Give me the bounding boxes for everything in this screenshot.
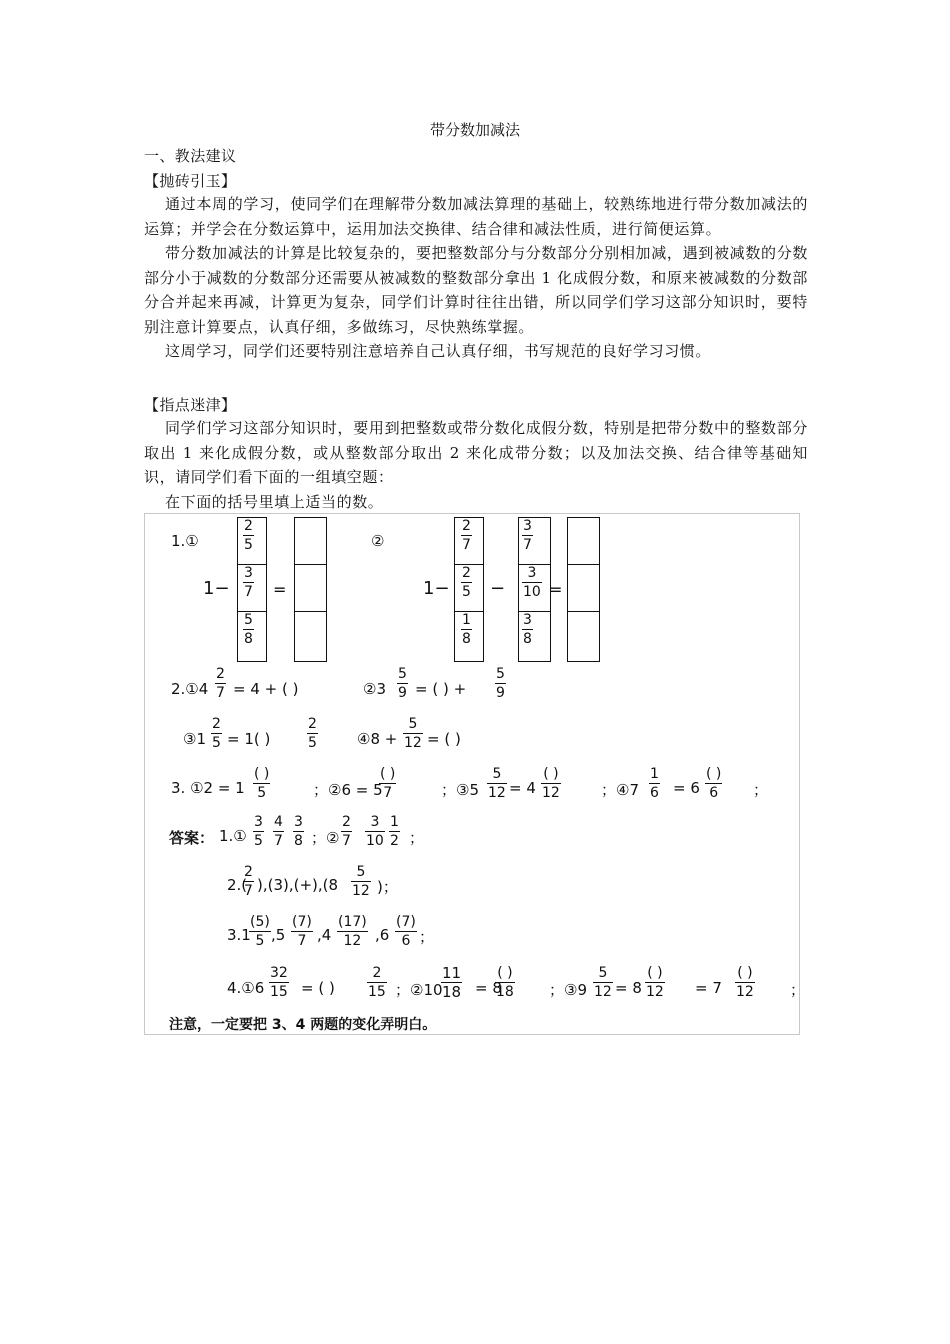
- ans1-fraction-denominator: 2: [390, 833, 399, 849]
- q2-fraction-denominator: 5: [308, 735, 317, 751]
- q1b-mid-fraction: [522, 518, 533, 553]
- q1b-left-fraction: [461, 565, 472, 600]
- ans3-fraction-numerator: (5): [250, 914, 270, 930]
- ans4-fraction: [269, 965, 289, 1000]
- q1b-one: 1−: [423, 578, 450, 599]
- subsection-tag: 【抛砖引玉】: [144, 172, 237, 190]
- q1b-mid-fraction-bar: [522, 629, 533, 630]
- q3-part-d: = 4: [509, 779, 536, 797]
- ans3-fraction-denominator: 5: [255, 933, 265, 949]
- subsection-tag: 【指点迷津】: [144, 396, 237, 414]
- q1a-fraction-numerator: 2: [244, 518, 253, 534]
- q3-part-a: 3. ①2 = 1: [171, 779, 245, 797]
- divider: [294, 611, 327, 612]
- section-heading: 一、教法建议: [144, 147, 237, 165]
- ans1-fraction-denominator: 8: [294, 833, 303, 849]
- q1b-minus: −: [490, 578, 506, 599]
- ans3-fraction: [337, 914, 368, 949]
- ans4-fraction-bar: [367, 982, 387, 983]
- ans1-fraction: [273, 814, 284, 849]
- document-title: 带分数加减法: [429, 121, 520, 139]
- ans1-fraction-numerator: 1: [390, 814, 399, 830]
- q2-fraction-bar: [211, 733, 222, 734]
- ans2-c: )；: [377, 878, 398, 896]
- ans4-fraction-bar: [593, 982, 613, 983]
- exercise-figure: [144, 513, 806, 1035]
- q2-line1-c: ②3: [363, 680, 386, 698]
- q2-fraction-numerator: 2: [212, 716, 221, 732]
- ans2-fraction-bar: [351, 881, 371, 882]
- ans4-c: ；②10: [395, 981, 443, 999]
- divider: [567, 611, 600, 612]
- ans2-b: ),(3),(+),(8: [257, 876, 339, 894]
- q1b-mid-fraction-numerator: 3: [527, 565, 537, 581]
- q2-line1-b: = 4 + ( ): [233, 680, 299, 698]
- ans3-e: ；: [419, 928, 435, 946]
- q1a-fraction-numerator: 3: [244, 565, 253, 581]
- ans4-f: = 8: [615, 979, 642, 997]
- q2-fraction-denominator: 7: [216, 685, 225, 701]
- ans3-fraction-denominator: 12: [343, 933, 362, 949]
- ans2-fraction: [351, 864, 371, 899]
- q3-fraction-bar: [541, 783, 561, 784]
- q2-fraction-bar: [307, 733, 318, 734]
- ans3-fraction-bar: [395, 931, 417, 932]
- q2-line2-a: ③1: [183, 730, 206, 748]
- ans1-fraction-denominator: 10: [366, 833, 384, 849]
- q3-fraction-numerator: ( ): [543, 766, 559, 782]
- q2-fraction: [397, 666, 408, 701]
- q1a-answer-column: [294, 517, 327, 662]
- q3-fraction-bar: [487, 783, 507, 784]
- ans4-fraction-denominator: 18: [442, 983, 462, 1001]
- ans1-fraction-bar: [365, 831, 385, 832]
- ans1-fraction-numerator: 3: [370, 814, 380, 830]
- q1b-equals: =: [549, 580, 563, 599]
- ans2-fraction: [243, 864, 254, 899]
- ans4-e: ；③9: [549, 981, 587, 999]
- q1b-left-fraction-bar: [461, 535, 472, 536]
- paragraph-habits: 这周学习，同学们还要特别注意培养自己认真仔细，书写规范的良好学习习惯。: [165, 342, 712, 360]
- ans2-fraction-numerator: 2: [244, 864, 253, 880]
- q1a-fraction: [243, 612, 254, 647]
- q1b-mid-fraction-bar: [522, 582, 542, 583]
- ans1-fraction-denominator: 7: [342, 833, 351, 849]
- q1a-fraction: [243, 518, 254, 553]
- paragraph-difficulty: 带分数加减法的计算是比较复杂的，要把整数部分与分数部分分别相加减，遇到被减数的分数部分小于减数的分数部分还需要从被减数的整数部分拿出 1 化成假分数，和原来被减数的分数部分合并起来再减，计算更为复杂，同学们计算时往往出错，所以同学们学习这部分知识时，要特别注意计算要点，认真仔细，多做练习，尽快熟练掌握。: [144, 244, 808, 336]
- q2-fraction: [307, 716, 318, 751]
- ans1-c: ；: [409, 829, 425, 847]
- ans4-fraction-denominator: 12: [646, 984, 664, 1000]
- ans4-fraction-numerator: ( ): [737, 965, 753, 981]
- ans3-fraction-bar: [291, 931, 313, 932]
- ans2-fraction-denominator: 7: [244, 883, 253, 899]
- ans3-fraction-bar: [249, 931, 271, 932]
- ans3-fraction: [249, 914, 271, 949]
- ans4-fraction-numerator: 5: [598, 965, 608, 981]
- q3-part-b: ；②6 = 5: [313, 781, 383, 799]
- q3-fraction-bar: [379, 783, 396, 784]
- q2-fraction-numerator: 5: [398, 666, 407, 682]
- ans1-fraction-numerator: 2: [342, 814, 351, 830]
- q3-fraction-numerator: 5: [492, 766, 502, 782]
- ans4-h: ；: [790, 981, 806, 999]
- ans3-fraction-bar: [337, 931, 368, 932]
- q1b-left-fraction-numerator: 1: [462, 612, 471, 628]
- q1b-mid-fraction-numerator: 3: [523, 518, 532, 534]
- q2-line1-d: = ( ) +: [415, 680, 467, 698]
- ans4-fraction: [735, 965, 755, 1000]
- ans3-fraction-numerator: (17): [338, 914, 367, 930]
- q1a-equals: =: [273, 580, 287, 599]
- ans4-fraction: [593, 965, 613, 1000]
- ans4-fraction-numerator: 2: [372, 965, 382, 981]
- q2-fraction-numerator: 5: [496, 666, 505, 682]
- q3-part-g: ；: [753, 781, 769, 799]
- q1b-mid-fraction-denominator: 10: [523, 584, 541, 600]
- q3-fraction-bar: [649, 783, 660, 784]
- q2-fraction-denominator: 12: [404, 735, 422, 751]
- q2-fraction: [215, 666, 226, 701]
- ans4-fraction: [645, 965, 665, 1000]
- ans3-d: ,6: [375, 926, 390, 944]
- ans2-a: 2.(: [227, 876, 248, 894]
- ans1-fraction-numerator: 4: [274, 814, 283, 830]
- q3-fraction-denominator: 12: [542, 785, 560, 801]
- q1b-answer-column: [567, 517, 600, 662]
- ans1-fraction: [293, 814, 304, 849]
- q3-part-f: = 6: [673, 779, 700, 797]
- ans4-b: = ( ): [301, 979, 335, 997]
- q2-fraction-bar: [403, 733, 423, 734]
- q1b-left-fraction-numerator: 2: [462, 518, 471, 534]
- answer-label: 答案：: [169, 829, 215, 847]
- q3-fraction: [379, 766, 396, 801]
- divider: [294, 564, 327, 565]
- ans1-fraction-bar: [341, 831, 352, 832]
- ans4-fraction-denominator: 12: [594, 984, 612, 1000]
- q2-fraction-bar: [215, 683, 226, 684]
- q1a-fraction-bar: [243, 535, 254, 536]
- q1a-fraction-numerator: 5: [244, 612, 253, 628]
- q2-fraction-denominator: 9: [398, 685, 407, 701]
- q3-fraction-numerator: 1: [650, 766, 659, 782]
- q1a-fraction-bar: [243, 629, 254, 630]
- q2-fraction-bar: [495, 683, 506, 684]
- q2-fraction-bar: [397, 683, 408, 684]
- q1b-mid-fraction-denominator: 7: [523, 537, 532, 553]
- q2-fraction-numerator: 2: [216, 666, 225, 682]
- ans3-fraction-numerator: (7): [396, 914, 416, 930]
- q1b-left-fraction: [461, 518, 472, 553]
- q1b-left-fraction-denominator: 7: [462, 537, 471, 553]
- ans2-fraction-numerator: 5: [356, 864, 366, 880]
- ans4-a: 4.①6: [227, 979, 265, 997]
- q3-fraction-bar: [253, 783, 270, 784]
- ans1-fraction-bar: [273, 831, 284, 832]
- q1b-mid-fraction-bar: [522, 535, 533, 536]
- ans4-fraction-bar: [495, 982, 515, 983]
- q3-fraction: [487, 766, 507, 801]
- ans3-b: ,5: [271, 926, 286, 944]
- q1b-mid-fraction-numerator: 3: [523, 612, 532, 628]
- note-text: 注意，一定要把 3、4 两题的变化弄明白。: [169, 1017, 437, 1033]
- q3-fraction-denominator: 7: [383, 785, 393, 801]
- ans4-fraction: [495, 965, 515, 1000]
- ans2-fraction-bar: [243, 881, 254, 882]
- ans1-fraction-numerator: 3: [254, 814, 263, 830]
- ans4-fraction-numerator: 32: [270, 965, 288, 981]
- q1b-left-fraction: [461, 612, 472, 647]
- q1a-fraction-denominator: 5: [244, 537, 253, 553]
- q2-fraction: [211, 716, 222, 751]
- q1b-mid-fraction: [522, 612, 533, 647]
- ans4-fraction-bar: [735, 982, 755, 983]
- ans4-fraction-numerator: 11: [442, 964, 462, 982]
- ans4-fraction: [367, 965, 387, 1000]
- q3-part-e: ；④7: [601, 781, 639, 799]
- ans4-fraction-numerator: ( ): [497, 965, 513, 981]
- ans3-c: ,4: [317, 926, 332, 944]
- ans4-fraction-denominator: 15: [368, 984, 386, 1000]
- q1b-mid-fraction: [522, 565, 542, 600]
- ans4-fraction-numerator: ( ): [647, 965, 663, 981]
- q3-fraction-numerator: ( ): [254, 766, 270, 782]
- q3-fraction-numerator: ( ): [380, 766, 396, 782]
- ans1-fraction-denominator: 7: [274, 833, 283, 849]
- ans1-fraction-bar: [253, 831, 264, 832]
- q3-fraction-numerator: ( ): [706, 766, 722, 782]
- q3-fraction: [541, 766, 561, 801]
- ans1-fraction-numerator: 3: [294, 814, 303, 830]
- q2-line2-d: = ( ): [427, 730, 461, 748]
- q2-line2-c: ④8 +: [357, 730, 398, 748]
- paragraph-guidance: 同学们学习这部分知识时，要用到把整数或带分数化成假分数，特别是把带分数中的整数部分取出 1 来化成假分数，或从整数部分取出 2 来化成带分数；以及加法交换、结合律等基础知识，请同学们看下面的一组填空题：: [144, 419, 808, 486]
- q1b-left-fraction-denominator: 5: [462, 584, 471, 600]
- ans3-fraction: [395, 914, 417, 949]
- q1a-one: 1−: [203, 578, 230, 599]
- paragraph-intro: 通过本周的学习，使同学们在理解带分数加减法算理的基础上，较熟练地进行带分数加减法的运算；并学会在分数运算中，运用加法交换律、结合律和减法性质，进行简便运算。: [144, 195, 808, 238]
- q1a-fraction: [243, 565, 254, 600]
- divider: [567, 564, 600, 565]
- q1a-fraction-denominator: 7: [244, 584, 253, 600]
- q2-fraction: [403, 716, 423, 751]
- ans1-fraction-bar: [293, 831, 304, 832]
- q1a-fraction-denominator: 8: [244, 631, 253, 647]
- q2-line1-a: 2.①4: [171, 680, 209, 698]
- paragraph-instruction: 在下面的括号里填上适当的数。: [165, 493, 384, 511]
- ans3-fraction: [291, 914, 313, 949]
- q3-fraction: [705, 766, 722, 801]
- q1b-left-fraction-bar: [461, 582, 472, 583]
- ans3-fraction-denominator: 6: [401, 933, 411, 949]
- ans1-b: ；②: [311, 829, 340, 847]
- ans4-g: = 7: [695, 979, 722, 997]
- q3-fraction: [253, 766, 270, 801]
- ans1-fraction: [389, 814, 400, 849]
- q3-fraction: [649, 766, 660, 801]
- ans3-fraction-numerator: (7): [292, 914, 312, 930]
- q3-fraction-bar: [705, 783, 722, 784]
- ans2-fraction-denominator: 12: [352, 883, 370, 899]
- ans4-fraction-denominator: 15: [270, 984, 288, 1000]
- ans4-fraction: [441, 965, 462, 1000]
- ans1-fraction: [253, 814, 264, 849]
- q3-fraction-denominator: 6: [709, 785, 719, 801]
- ans1-fraction: [341, 814, 352, 849]
- q3-part-c: ；③5: [441, 781, 479, 799]
- ans4-fraction-bar: [645, 982, 665, 983]
- ans4-fraction-denominator: 12: [736, 984, 754, 1000]
- q1-2-label: ②: [371, 532, 385, 550]
- q3-fraction-denominator: 5: [257, 785, 267, 801]
- ans4-d: = 8: [475, 979, 502, 997]
- q1-label: 1.①: [171, 532, 199, 550]
- q2-fraction-denominator: 5: [212, 735, 221, 751]
- q1b-left-fraction-numerator: 2: [462, 565, 471, 581]
- q3-fraction-denominator: 12: [488, 785, 506, 801]
- ans1-fraction: [365, 814, 385, 849]
- ans1-fraction-denominator: 5: [254, 833, 263, 849]
- ans4-fraction-denominator: 18: [496, 984, 514, 1000]
- q1b-mid-fraction-denominator: 8: [523, 631, 532, 647]
- q1a-fraction-bar: [243, 582, 254, 583]
- ans1-a: 1.①: [219, 827, 247, 845]
- q1b-left-fraction-denominator: 8: [462, 631, 471, 647]
- q2-fraction: [495, 666, 506, 701]
- ans3-fraction-denominator: 7: [297, 933, 307, 949]
- q2-fraction-numerator: 2: [308, 716, 317, 732]
- q1b-left-fraction-bar: [461, 629, 472, 630]
- ans1-fraction-bar: [389, 831, 400, 832]
- ans4-fraction-bar: [269, 982, 289, 983]
- q2-fraction-numerator: 5: [408, 716, 418, 732]
- q2-fraction-denominator: 9: [496, 685, 505, 701]
- q3-fraction-denominator: 6: [650, 785, 659, 801]
- ans3-a: 3.1: [227, 926, 251, 944]
- q2-line2-b: = 1( ): [227, 730, 271, 748]
